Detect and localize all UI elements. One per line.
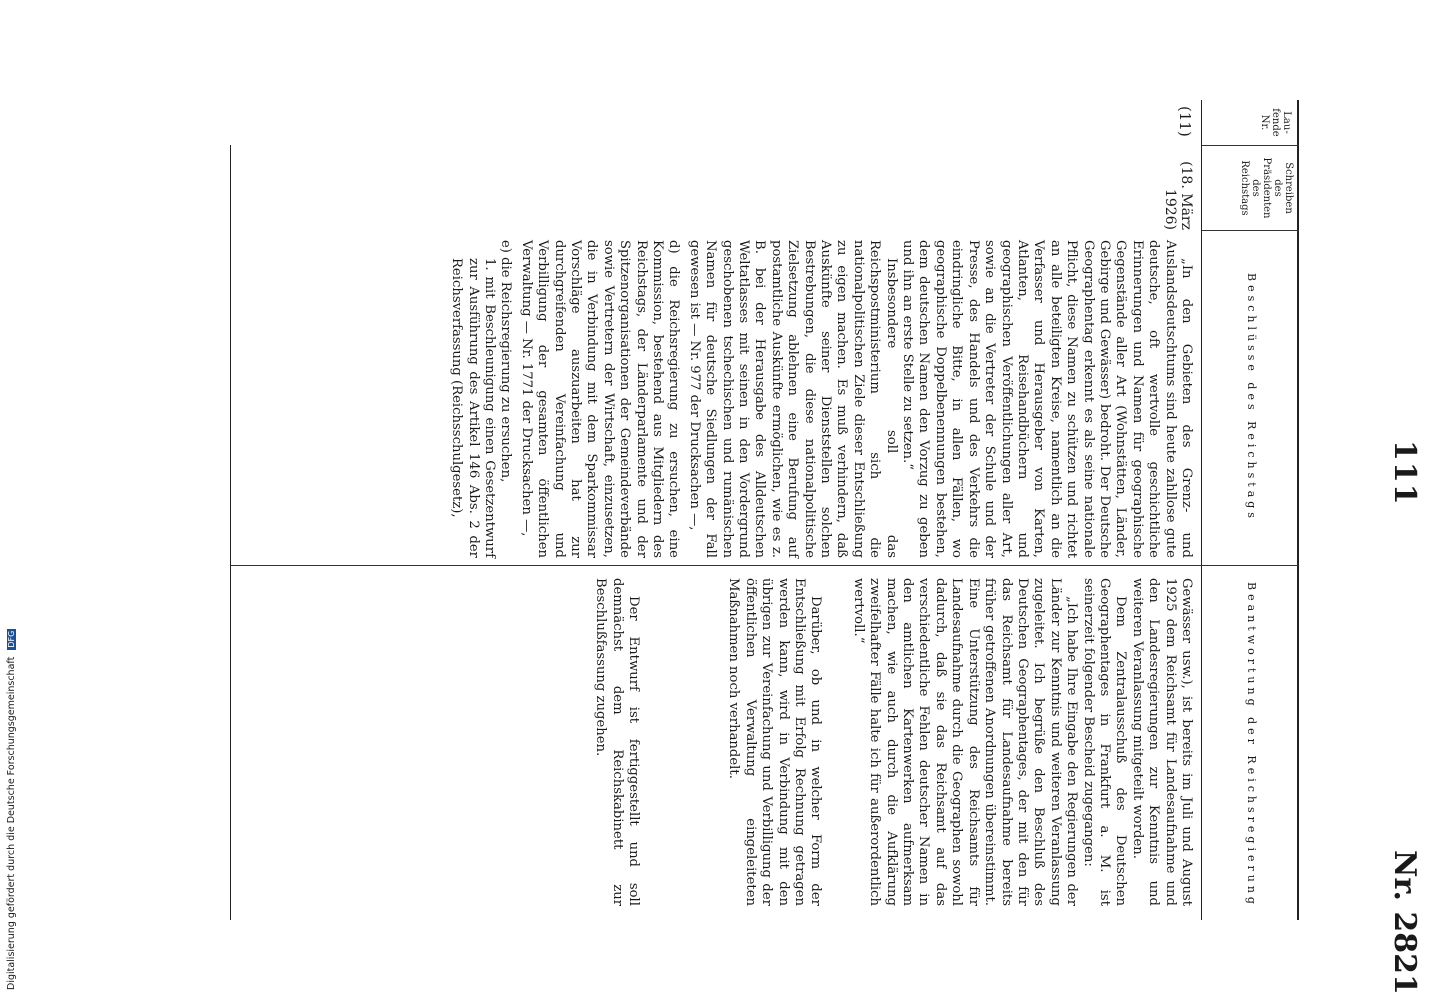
header-beschluesse: Beschlüsse des Reichstags	[1245, 273, 1258, 522]
beantwortung-text	[592, 578, 1194, 906]
paragraph-answer-zentralausschuss: Dem Zentralausschuß des Deutschen Geographentages in Frankfurt a. M. ist seinerzeit folgender Bescheid zugegangen:	[1080, 578, 1129, 906]
paragraph-reichspost: Insbesondere soll das Reichspostministerium sich die nationalpolitischen Ziele dieser Entschließung zu eigen machen. Es muß verhindern, daß Auskünfte seiner Dienststellen solchen Bestrebungen, die diese nationalpolitische Zielsetzung ablehnen eine Berufung auf postamtliche Auskünfte ermöglichen, wie es z. B. bei der Herausgabe des Alldeutschen Weltatlasses mit seinen in den Vordergrund geschobenen tschechischen und rumänischen Namen für deutsche Siedlungen der Fall gewesen ist — Nr. 977 der Drucksachen —,	[686, 240, 899, 558]
header-beantwortung: Beantwortung der Reichsregierung	[1245, 582, 1258, 908]
paragraph-item-d: d) die Reichsregierung zu ersuchen, eine Kommission, bestehend aus Mitgliedern des Reichstags, der Länderparlamente und der Spitzenorganisationen der Gemeindeverbände sowie Vertretern der Wirtschaft, einzusetzen, die in Verbindung mit dem Sparkommissar Vorschläge auszuarbeiten hat zur durchgreifenden Vereinfachung und Verbilligung der gesamten öffentlichen Verwaltung — Nr. 1771 der Drucksachen —,	[518, 240, 682, 558]
paragraph-item-e: e) die Reichsregierung zu ersuchen,	[498, 240, 514, 483]
col-divider-3	[231, 565, 1299, 566]
dfg-logo: DFG	[7, 630, 16, 648]
entry-date: (18. März 1926)	[1162, 161, 1194, 230]
col-divider-2	[1202, 230, 1299, 231]
document-number: Nr. 2821	[1387, 850, 1422, 995]
entry-number: (11)	[1176, 106, 1194, 137]
beschluesse-text	[448, 240, 1194, 558]
page-number: 111	[1387, 440, 1422, 506]
paragraph-item-e1: 1. mit Beschleunigung einen Gesetzentwurf zur Ausführung des Artikel 146 Abs. 2 der Reichsverfassung (Reichsschulgesetz),	[449, 258, 497, 558]
dfg-credit	[6, 629, 17, 990]
dfg-credit-text: Digitalisierung gefördert durch die Deutsche Forschungsgemeinschaft	[6, 656, 17, 990]
col-divider-1	[1202, 145, 1299, 146]
column-header-rule	[1201, 100, 1202, 920]
header-schreiben: Schreiben des Präsidenten des Reichstags	[1239, 157, 1294, 219]
paragraph-resolution-quote: „In den Gebieten des Grenz- und Auslandsdeutschtums sind heute zahllose gute deutsche, oft wertvolle geschichtliche Erinnerungen und Namen für geographische Gegenstände aller Art (Wohnstätten, Länder, Gebirge und Gewässer) bedroht. Der Deutsche Geographentag erkennt es als seine nationale Pflicht, diese Namen zu schützen und richtet an alle beteiligten Kreise, namentlich an die Verfasser und Herausgeber von Karten, Atlanten, Reisehandbüchern und geographischen Veröffentlichungen aller Art, sowie an die Vertreter der Schule und der Presse, des Handels und des Verkehrs die eindringliche Bitte, in allen Fällen, wo geographische Doppelbenennungen bestehen, dem deutschen Namen den Vorzug zu geben und ihn an erste Stelle zu setzen.“	[900, 240, 1194, 558]
table-top-rule	[1297, 100, 1299, 920]
paragraph-answer-quote: „Ich habe Ihre Eingabe den Regierungen der Länder zur Kenntnis und weiteren Veranlassung zugeleitet. Ich begrüße den Beschluß des Deutschen Geographentages, der mit den für das Reichsamt für Landesaufnahme bereits früher getroffenen Anordnungen übereinstimmt. Eine Unterstützung des Reichsamts für Landesaufnahme durch die Geographen sowohl dadurch, daß sie das Reichsamt auf das verschiedentliche Fehlen deutscher Namen in den amtlichen Kartenwerken aufmerksam machen, wie auch durch die Aufklärung zweifelhafter Fälle halte ich für außerordentlich wertvoll.“	[850, 578, 1080, 906]
paragraph-answer-intro: Gewässer usw.), ist bereits im Juli und August 1925 dem Reichsamt für Landesaufnahme und den Landesregierungen zur Kenntnis und weiteren Veranlassung mitgeteilt worden.	[1129, 578, 1194, 906]
header-laufende-nr: Lau- fende Nr.	[1259, 108, 1292, 137]
paragraph-answer-e: Der Entwurf ist fertiggestellt und soll demnächst dem Reichskabinett zur Beschlußfassung zugehen.	[593, 578, 642, 906]
paragraph-answer-d: Darüber, ob und in welcher Form der Entschließung mit Erfolg Rechnung getragen werden kann, wird in Verbindung mit den übrigen zur Vereinfachung und Verbilligung der öffentlichen Verwaltung eingeleiteten Maßnahmen noch verhandelt.	[726, 578, 824, 906]
table-bottom-rule	[230, 145, 231, 920]
